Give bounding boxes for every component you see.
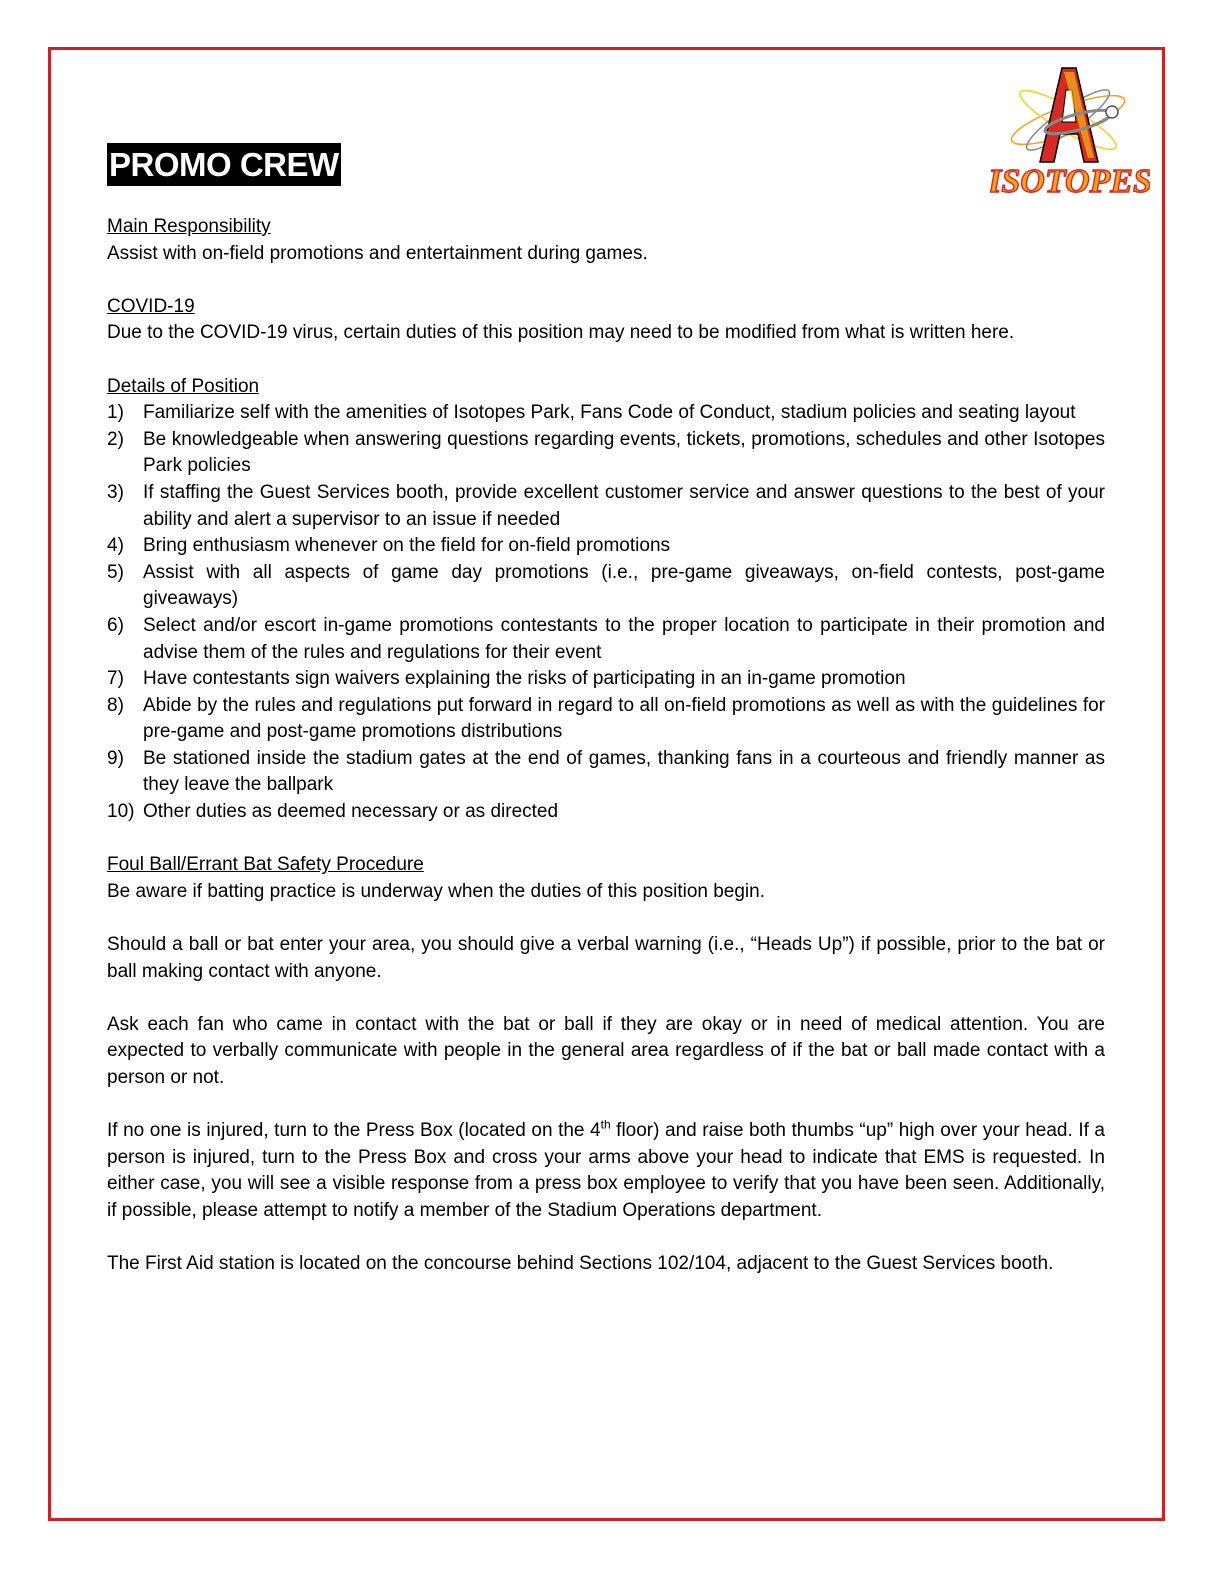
list-item: [107, 560, 1105, 613]
list-item-text: Bring enthusiasm whenever on the field for on-field promotions: [143, 535, 671, 557]
list-item-number: 6): [107, 614, 124, 636]
safety-paragraph-1: Be aware if batting practice is underway when the duties of this position begin.: [107, 880, 765, 902]
list-item-number: 4): [107, 535, 124, 557]
list-item: [107, 480, 1105, 533]
safety-heading: Foul Ball/Errant Bat Safety Procedure: [107, 854, 424, 876]
list-item-text: Be stationed inside the stadium gates at the end of games, thanking fans in a courteous and friendly manner as they leave the ballpark: [143, 747, 1105, 796]
document-body: [107, 214, 1105, 1304]
list-item-text: Abide by the rules and regulations put forward in regard to all on-field promotions as well as with the guidelines for pre-game and post-game promotions distributions: [143, 694, 1105, 743]
safety-paragraph-2: Should a ball or bat enter your area, you should give a verbal warning (i.e., “Heads Up”) if possible, prior to the bat or ball making contact with anyone.: [107, 934, 1105, 982]
list-item-number: 3): [107, 481, 124, 503]
list-item-number: 2): [107, 428, 124, 450]
details-heading: Details of Position: [107, 375, 260, 397]
main-responsibility-text: Assist with on-field promotions and entertainment during games.: [107, 242, 648, 264]
list-item-number: 10): [107, 801, 135, 823]
safety-paragraph-5: The First Aid station is located on the concourse behind Sections 102/104, adjacent to the Guest Services booth.: [107, 1253, 1054, 1275]
safety-paragraph-4-end: floor) and raise both thumbs “up” high over your head. If a person is injured, turn to the Press Box and cross your arms above your head to indicate that EMS is requested. In either case, you will see a visible response from a press box employee to verify that you have been seen. Additionally, if possible, please attempt to notify a member of the Stadium Operations department.: [107, 1120, 1105, 1221]
covid-heading: COVID-19: [107, 295, 195, 317]
safety-section: [107, 852, 1105, 1278]
list-item-text: Have contestants sign waivers explaining the risks of participating in an in-game promotion: [143, 668, 906, 690]
list-item-text: Other duties as deemed necessary or as directed: [143, 801, 559, 823]
isotopes-logo: [990, 60, 1150, 210]
list-item-number: 8): [107, 694, 124, 716]
list-item-number: 7): [107, 668, 124, 690]
logo-text: ISOTOPES: [990, 163, 1150, 200]
covid-text: Due to the COVID-19 virus, certain duties of this position may need to be modified from what is written here.: [107, 322, 1015, 344]
list-item: [107, 533, 1105, 560]
ordinal-superscript: th: [600, 1117, 611, 1132]
details-section: [107, 374, 1105, 826]
list-item: [107, 693, 1105, 746]
main-responsibility-heading: Main Responsibility: [107, 216, 271, 237]
list-item: [107, 613, 1105, 666]
details-list: [107, 400, 1105, 826]
list-item-text: Select and/or escort in-game promotions contestants to the proper location to participate in their promotion and advise them of the rules and regulations for their event: [143, 614, 1105, 663]
list-item: [107, 799, 1105, 826]
safety-paragraph-4: [107, 1118, 1105, 1224]
list-item: [107, 666, 1105, 693]
list-item: [107, 427, 1105, 480]
safety-paragraph-3: Ask each fan who came in contact with the bat or ball if they are okay or in need of medical attention. You are expected to verbally communicate with people in the general area regardless of if the bat or ball made contact with a person or not.: [107, 1013, 1105, 1088]
list-item-number: 1): [107, 402, 124, 424]
list-item-text: Familiarize self with the amenities of Isotopes Park, Fans Code of Conduct, stadium policies and seating layout: [143, 402, 1076, 424]
safety-paragraph-4-start: If no one is injured, turn to the Press Box (located on the 4: [107, 1120, 601, 1142]
list-item-text: Assist with all aspects of game day promotions (i.e., pre-game giveaways, on-field contests, post-game giveaways): [143, 561, 1105, 610]
list-item: [107, 400, 1105, 427]
list-item-text: If staffing the Guest Services booth, provide excellent customer service and answer questions to the best of your ability and alert a supervisor to an issue if needed: [143, 481, 1105, 530]
page-title: PROMO CREW: [107, 143, 341, 186]
list-item: [107, 746, 1105, 799]
list-item-number: 9): [107, 747, 124, 769]
list-item-text: Be knowledgeable when answering questions regarding events, tickets, promotions, schedules and other Isotopes Park policies: [143, 428, 1105, 477]
main-responsibility-section: [107, 214, 1105, 267]
list-item-number: 5): [107, 561, 124, 583]
covid-section: [107, 294, 1105, 347]
